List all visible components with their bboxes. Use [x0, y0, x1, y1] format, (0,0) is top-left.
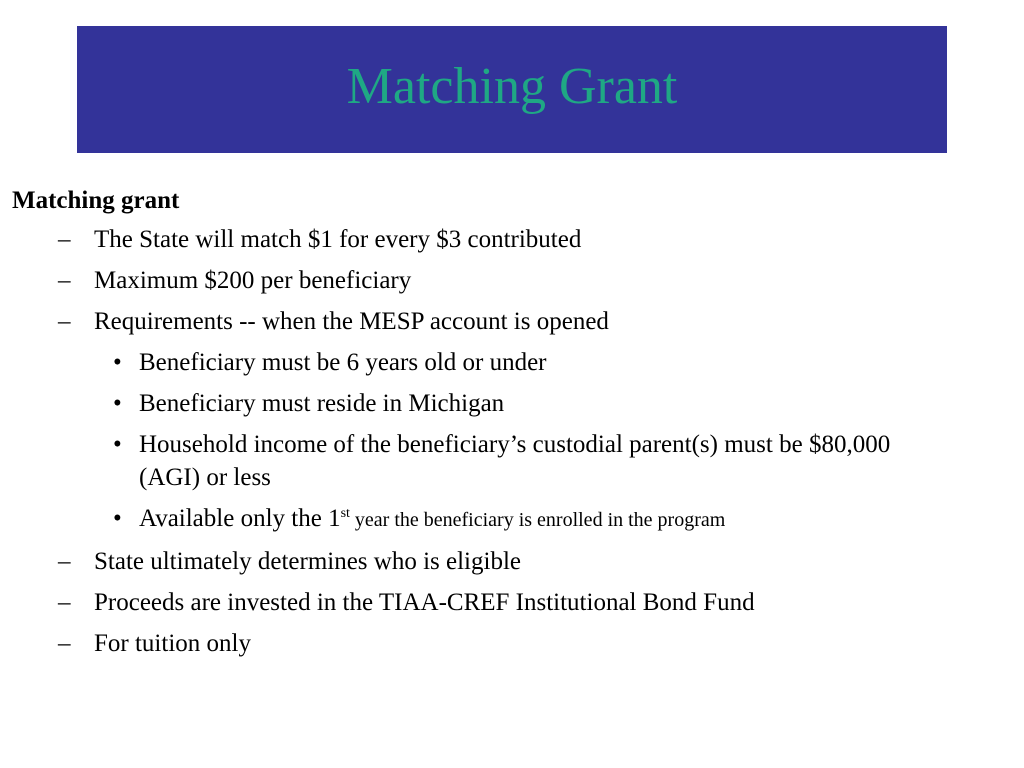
- dash-marker: –: [58, 548, 71, 575]
- list-item: [12, 586, 1002, 619]
- list-item-text: State ultimately determines who is eligible: [94, 548, 521, 575]
- dash-marker: –: [58, 226, 71, 253]
- available-rest: year the beneficiary is enrolled in the program: [349, 509, 726, 531]
- list-item: [12, 223, 1002, 256]
- sub-list-item: [12, 346, 939, 379]
- list-item-text: The State will match $1 for every $3 contributed: [94, 226, 582, 253]
- slide-content: [12, 183, 1002, 668]
- list-item: [12, 545, 1002, 578]
- dash-marker: –: [58, 630, 71, 657]
- dash-marker: –: [58, 589, 71, 616]
- list-item-text: Proceeds are invested in the TIAA-CREF Institutional Bond Fund: [94, 589, 755, 616]
- dash-marker: –: [58, 308, 71, 335]
- sub-list-item: [12, 502, 939, 537]
- bullet-marker: •: [113, 349, 122, 376]
- slide-title: Matching Grant: [346, 57, 678, 115]
- list-item-text: For tuition only: [94, 630, 251, 657]
- bullet-marker: •: [113, 431, 122, 458]
- sub-list-item-text: Beneficiary must reside in Michigan: [139, 390, 505, 417]
- list-item: [12, 264, 1002, 297]
- ordinal-suffix: st: [340, 506, 350, 521]
- list-item: [12, 627, 1002, 660]
- dash-marker: –: [58, 267, 71, 294]
- list-item-text: Maximum $200 per beneficiary: [94, 267, 412, 294]
- bullet-marker: •: [113, 505, 122, 532]
- sub-list-item: [12, 428, 939, 494]
- sub-list-item-text: Household income of the beneficiary’s custodial parent(s) must be $80,000 (AGI) or less: [139, 431, 891, 491]
- bullet-marker: •: [113, 390, 122, 417]
- list-item: [12, 305, 1002, 338]
- list-item-text: Requirements -- when the MESP account is opened: [94, 308, 609, 335]
- available-prefix: Available only the 1: [139, 505, 341, 532]
- title-bar: [77, 26, 947, 153]
- sub-list-item-text: Beneficiary must be 6 years old or under: [139, 349, 547, 376]
- sub-list-item: [12, 387, 939, 420]
- section-heading: Matching grant: [12, 187, 180, 214]
